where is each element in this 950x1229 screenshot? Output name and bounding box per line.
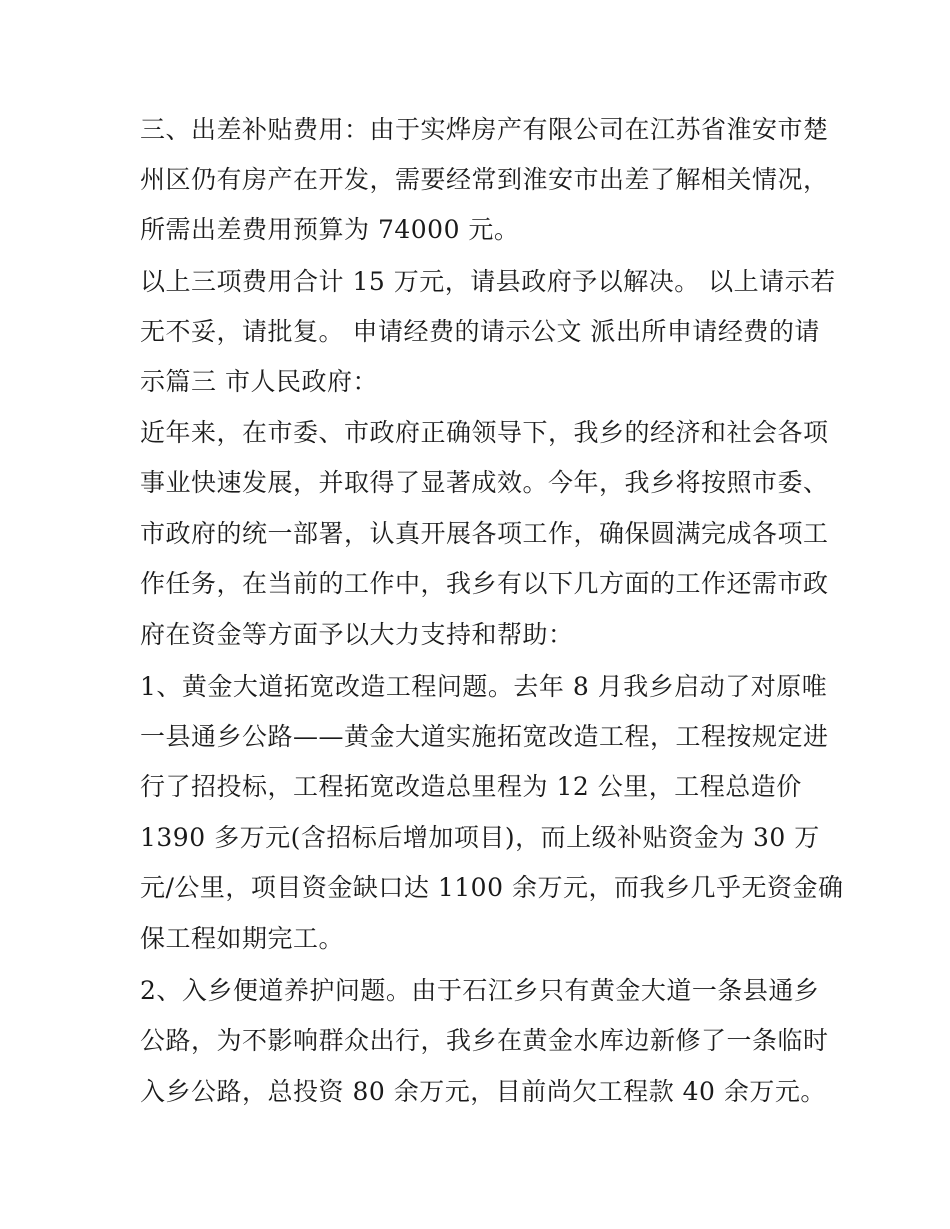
text-line: 无不妥，请批复。 申请经费的请示公文 派出所申请经费的请 [140, 317, 820, 346]
text-line: 1390 多万元(含招标后增加项目)，而上级补贴资金为 30 万 [140, 823, 820, 852]
text-line: 以上三项费用合计 15 万元，请县政府予以解决。 以上请示若 [140, 267, 836, 296]
text-line: 公路，为不影响群众出行，我乡在黄金水库边新修了一条临时 [140, 1026, 829, 1055]
text-line: 市政府的统一部署，认真开展各项工作，确保圆满完成各项工 [140, 519, 829, 548]
text-line: 近年来，在市委、市政府正确领导下，我乡的经济和社会各项 [140, 418, 829, 447]
text-line: 三、出差补贴费用：由于实烨房产有限公司在江苏省淮安市楚 [140, 115, 829, 144]
text-line: 2、入乡便道养护问题。由于石江乡只有黄金大道一条县通乡 [140, 976, 820, 1005]
text-line: 入乡公路，总投资 80 余万元，目前尚欠工程款 40 余万元。 [140, 1077, 826, 1106]
text-line: 元/公里，项目资金缺口达 1100 余万元，而我乡几乎无资金确 [140, 873, 844, 902]
text-line: 一县通乡公路——黄金大道实施拓宽改造工程，工程按规定进 [140, 722, 829, 751]
text-line: 1、黄金大道拓宽改造工程问题。去年 8 月我乡启动了对原唯 [140, 672, 828, 701]
text-line: 州区仍有房产在开发，需要经常到淮安市出差了解相关情况， [140, 165, 829, 194]
text-line: 府在资金等方面予以大力支持和帮助： [140, 620, 574, 649]
text-line: 事业快速发展，并取得了显著成效。今年，我乡将按照市委、 [140, 468, 829, 497]
text-line: 作任务，在当前的工作中，我乡有以下几方面的工作还需市政 [140, 569, 829, 598]
text-line: 所需出差费用预算为 74000 元。 [140, 215, 520, 244]
text-line: 示篇三 市人民政府： [140, 367, 378, 396]
text-line: 保工程如期完工。 [140, 924, 345, 953]
text-line: 行了招投标，工程拓宽改造总里程为 12 公里，工程总造价 [140, 772, 802, 801]
